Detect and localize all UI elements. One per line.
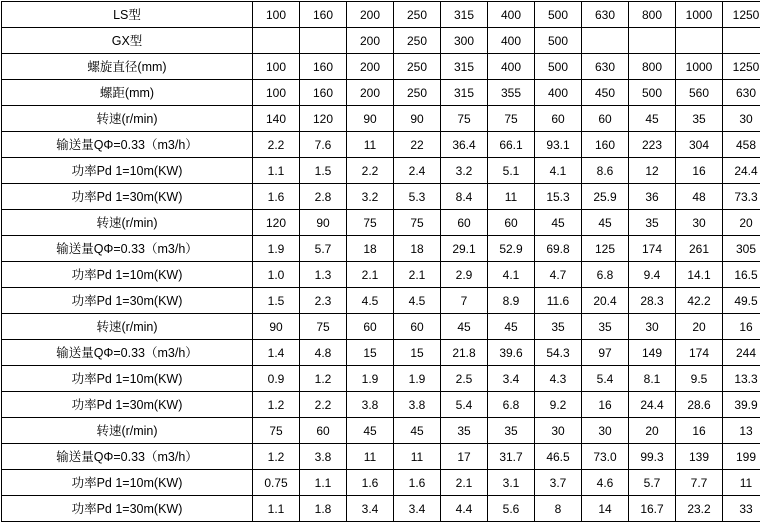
value-cell: 1000: [676, 54, 723, 80]
value-cell: 60: [535, 106, 582, 132]
value-cell: 315: [441, 54, 488, 80]
value-cell: 1.1: [253, 158, 300, 184]
value-cell: 250: [394, 2, 441, 28]
value-cell: 21.8: [441, 340, 488, 366]
value-cell: 1.5: [253, 288, 300, 314]
table-row: [2, 184, 760, 210]
value-cell: 4.4: [441, 496, 488, 522]
value-cell: 7.6: [300, 132, 347, 158]
value-cell: 5.4: [441, 392, 488, 418]
value-cell: 39.6: [488, 340, 535, 366]
value-cell: 36.4: [441, 132, 488, 158]
value-cell: 29.1: [441, 236, 488, 262]
value-cell: 1.6: [394, 470, 441, 496]
value-cell: 13.3: [723, 366, 760, 392]
row-label-cell: 转速(r/min): [2, 418, 253, 444]
value-cell: 23.2: [676, 496, 723, 522]
value-cell: 1000: [676, 2, 723, 28]
value-cell: 223: [629, 132, 676, 158]
row-label-cell: 功率Pd 1=30m(KW): [2, 288, 253, 314]
value-cell: 90: [347, 106, 394, 132]
value-cell: 30: [582, 418, 629, 444]
value-cell: 60: [441, 210, 488, 236]
value-cell: 149: [629, 340, 676, 366]
value-cell: 35: [582, 314, 629, 340]
value-cell: 1.8: [300, 496, 347, 522]
table-row: [2, 210, 760, 236]
row-label-cell: 转速(r/min): [2, 106, 253, 132]
value-cell: 45: [441, 314, 488, 340]
value-cell: 160: [582, 132, 629, 158]
value-cell: 3.2: [347, 184, 394, 210]
value-cell: 160: [300, 2, 347, 28]
table-row: [2, 418, 760, 444]
row-label-cell: 输送量QΦ=0.33（m3/h）: [2, 340, 253, 366]
value-cell: 3.4: [347, 496, 394, 522]
value-cell: 12: [629, 158, 676, 184]
table-row: [2, 236, 760, 262]
value-cell: 6.8: [488, 392, 535, 418]
value-cell: 199: [723, 444, 760, 470]
value-cell: 1.9: [394, 366, 441, 392]
value-cell: 9.4: [629, 262, 676, 288]
value-cell: 3.8: [347, 392, 394, 418]
value-cell: 174: [676, 340, 723, 366]
value-cell: 16: [582, 392, 629, 418]
value-cell: 1.9: [347, 366, 394, 392]
value-cell: 45: [347, 418, 394, 444]
value-cell: 30: [723, 106, 760, 132]
value-cell: 1.6: [253, 184, 300, 210]
value-cell: [676, 28, 723, 54]
value-cell: 2.1: [347, 262, 394, 288]
value-cell: 500: [535, 28, 582, 54]
value-cell: 18: [394, 236, 441, 262]
value-cell: 4.1: [488, 262, 535, 288]
value-cell: [629, 28, 676, 54]
value-cell: 2.9: [441, 262, 488, 288]
value-cell: 15: [394, 340, 441, 366]
table-row: [2, 392, 760, 418]
value-cell: 52.9: [488, 236, 535, 262]
value-cell: 5.7: [629, 470, 676, 496]
value-cell: 73.3: [723, 184, 760, 210]
table-row: [2, 314, 760, 340]
value-cell: 250: [394, 54, 441, 80]
value-cell: 3.4: [394, 496, 441, 522]
value-cell: 7.7: [676, 470, 723, 496]
value-cell: 4.5: [347, 288, 394, 314]
value-cell: 8.1: [629, 366, 676, 392]
value-cell: 4.5: [394, 288, 441, 314]
value-cell: 69.8: [535, 236, 582, 262]
value-cell: 139: [676, 444, 723, 470]
value-cell: 1.2: [253, 444, 300, 470]
value-cell: 450: [582, 80, 629, 106]
value-cell: 48: [676, 184, 723, 210]
value-cell: 90: [300, 210, 347, 236]
value-cell: 60: [394, 314, 441, 340]
row-label-cell: 功率Pd 1=10m(KW): [2, 470, 253, 496]
value-cell: 3.1: [488, 470, 535, 496]
value-cell: 1.4: [253, 340, 300, 366]
value-cell: 2.1: [394, 262, 441, 288]
value-cell: 304: [676, 132, 723, 158]
value-cell: 9.2: [535, 392, 582, 418]
value-cell: 16.7: [629, 496, 676, 522]
row-label-cell: 功率Pd 1=30m(KW): [2, 392, 253, 418]
value-cell: 400: [535, 80, 582, 106]
table-row: [2, 444, 760, 470]
value-cell: 4.7: [535, 262, 582, 288]
table-row: [2, 262, 760, 288]
value-cell: 400: [488, 54, 535, 80]
value-cell: 5.1: [488, 158, 535, 184]
value-cell: 8.4: [441, 184, 488, 210]
value-cell: 1.9: [253, 236, 300, 262]
table-row: [2, 158, 760, 184]
value-cell: 9.5: [676, 366, 723, 392]
value-cell: 4.8: [300, 340, 347, 366]
value-cell: 35: [488, 418, 535, 444]
value-cell: 90: [253, 314, 300, 340]
value-cell: 66.1: [488, 132, 535, 158]
value-cell: 75: [441, 106, 488, 132]
table-row: [2, 496, 760, 522]
value-cell: 1.1: [300, 470, 347, 496]
value-cell: 500: [535, 2, 582, 28]
value-cell: 120: [300, 106, 347, 132]
value-cell: 6.8: [582, 262, 629, 288]
value-cell: 75: [300, 314, 347, 340]
value-cell: 30: [676, 210, 723, 236]
table-row: [2, 2, 760, 28]
value-cell: 24.4: [629, 392, 676, 418]
table-row: [2, 288, 760, 314]
value-cell: 1250: [723, 54, 760, 80]
value-cell: 0.9: [253, 366, 300, 392]
value-cell: 200: [347, 80, 394, 106]
value-cell: 35: [629, 210, 676, 236]
row-label-cell: 功率Pd 1=10m(KW): [2, 158, 253, 184]
value-cell: 73.0: [582, 444, 629, 470]
value-cell: 1.6: [347, 470, 394, 496]
table-row: [2, 28, 760, 54]
value-cell: 1.5: [300, 158, 347, 184]
value-cell: 2.3: [300, 288, 347, 314]
value-cell: 315: [441, 80, 488, 106]
value-cell: 400: [488, 28, 535, 54]
value-cell: 13: [723, 418, 760, 444]
value-cell: [582, 28, 629, 54]
value-cell: 20: [676, 314, 723, 340]
row-label-cell: 功率Pd 1=10m(KW): [2, 366, 253, 392]
value-cell: 300: [441, 28, 488, 54]
value-cell: 97: [582, 340, 629, 366]
value-cell: 5.6: [488, 496, 535, 522]
value-cell: 20: [723, 210, 760, 236]
row-label-cell: 螺距(mm): [2, 80, 253, 106]
value-cell: 24.4: [723, 158, 760, 184]
value-cell: 1.2: [300, 366, 347, 392]
row-label-cell: 输送量QΦ=0.33（m3/h）: [2, 444, 253, 470]
value-cell: 200: [347, 2, 394, 28]
row-label-cell: GX型: [2, 28, 253, 54]
value-cell: 4.1: [535, 158, 582, 184]
value-cell: 630: [582, 2, 629, 28]
value-cell: 16.5: [723, 262, 760, 288]
value-cell: 99.3: [629, 444, 676, 470]
value-cell: [253, 28, 300, 54]
value-cell: 2.8: [300, 184, 347, 210]
value-cell: 15: [347, 340, 394, 366]
value-cell: 31.7: [488, 444, 535, 470]
value-cell: 140: [253, 106, 300, 132]
value-cell: 45: [394, 418, 441, 444]
value-cell: 90: [394, 106, 441, 132]
value-cell: 2.2: [253, 132, 300, 158]
value-cell: 1.1: [253, 496, 300, 522]
table-row: [2, 106, 760, 132]
table-row: [2, 470, 760, 496]
value-cell: 30: [535, 418, 582, 444]
table-row: [2, 54, 760, 80]
value-cell: 7: [441, 288, 488, 314]
value-cell: 14.1: [676, 262, 723, 288]
value-cell: 8.6: [582, 158, 629, 184]
value-cell: 45: [535, 210, 582, 236]
row-label-cell: 输送量QΦ=0.33（m3/h）: [2, 236, 253, 262]
value-cell: 630: [582, 54, 629, 80]
value-cell: [723, 28, 760, 54]
value-cell: 39.9: [723, 392, 760, 418]
value-cell: 35: [441, 418, 488, 444]
value-cell: 3.4: [488, 366, 535, 392]
value-cell: 3.2: [441, 158, 488, 184]
value-cell: 200: [347, 54, 394, 80]
value-cell: 800: [629, 2, 676, 28]
value-cell: 60: [347, 314, 394, 340]
value-cell: 1.0: [253, 262, 300, 288]
screw-conveyor-spec-table: [1, 1, 760, 522]
value-cell: 49.5: [723, 288, 760, 314]
value-cell: 14: [582, 496, 629, 522]
table-row: [2, 366, 760, 392]
value-cell: 400: [488, 2, 535, 28]
value-cell: 8: [535, 496, 582, 522]
value-cell: 355: [488, 80, 535, 106]
value-cell: 250: [394, 80, 441, 106]
row-label-cell: LS型: [2, 2, 253, 28]
value-cell: 16: [676, 158, 723, 184]
value-cell: 16: [676, 418, 723, 444]
value-cell: 2.1: [441, 470, 488, 496]
row-label-cell: 转速(r/min): [2, 314, 253, 340]
value-cell: 100: [253, 80, 300, 106]
value-cell: 305: [723, 236, 760, 262]
value-cell: 200: [347, 28, 394, 54]
table-body: [2, 2, 760, 522]
value-cell: 500: [535, 54, 582, 80]
row-label-cell: 输送量QΦ=0.33（m3/h）: [2, 132, 253, 158]
value-cell: 11: [347, 132, 394, 158]
value-cell: 22: [394, 132, 441, 158]
value-cell: 8.9: [488, 288, 535, 314]
value-cell: 3.8: [394, 392, 441, 418]
value-cell: 75: [488, 106, 535, 132]
value-cell: 17: [441, 444, 488, 470]
value-cell: 5.7: [300, 236, 347, 262]
value-cell: 11: [723, 470, 760, 496]
value-cell: 93.1: [535, 132, 582, 158]
value-cell: 75: [253, 418, 300, 444]
value-cell: 5.4: [582, 366, 629, 392]
value-cell: 45: [582, 210, 629, 236]
value-cell: 60: [582, 106, 629, 132]
value-cell: 174: [629, 236, 676, 262]
value-cell: 46.5: [535, 444, 582, 470]
value-cell: 2.2: [347, 158, 394, 184]
value-cell: 16: [723, 314, 760, 340]
value-cell: 160: [300, 54, 347, 80]
value-cell: 125: [582, 236, 629, 262]
value-cell: 0.75: [253, 470, 300, 496]
value-cell: 18: [347, 236, 394, 262]
value-cell: 800: [629, 54, 676, 80]
value-cell: 1.3: [300, 262, 347, 288]
row-label-cell: 螺旋直径(mm): [2, 54, 253, 80]
value-cell: 3.7: [535, 470, 582, 496]
value-cell: 60: [488, 210, 535, 236]
value-cell: 1.2: [253, 392, 300, 418]
value-cell: 1250: [723, 2, 760, 28]
value-cell: 35: [676, 106, 723, 132]
value-cell: 33: [723, 496, 760, 522]
row-label-cell: 功率Pd 1=30m(KW): [2, 496, 253, 522]
value-cell: 75: [394, 210, 441, 236]
value-cell: 30: [629, 314, 676, 340]
value-cell: 120: [253, 210, 300, 236]
value-cell: 244: [723, 340, 760, 366]
row-label-cell: 转速(r/min): [2, 210, 253, 236]
value-cell: 2.4: [394, 158, 441, 184]
value-cell: 42.2: [676, 288, 723, 314]
value-cell: 500: [629, 80, 676, 106]
table-row: [2, 80, 760, 106]
value-cell: 28.6: [676, 392, 723, 418]
value-cell: [300, 28, 347, 54]
value-cell: 4.3: [535, 366, 582, 392]
value-cell: 458: [723, 132, 760, 158]
row-label-cell: 功率Pd 1=10m(KW): [2, 262, 253, 288]
value-cell: 11: [488, 184, 535, 210]
table-row: [2, 132, 760, 158]
value-cell: 25.9: [582, 184, 629, 210]
value-cell: 3.8: [300, 444, 347, 470]
value-cell: 630: [723, 80, 760, 106]
value-cell: 250: [394, 28, 441, 54]
value-cell: 36: [629, 184, 676, 210]
table-row: [2, 340, 760, 366]
value-cell: 45: [629, 106, 676, 132]
value-cell: 20: [629, 418, 676, 444]
value-cell: 100: [253, 54, 300, 80]
value-cell: 11: [347, 444, 394, 470]
value-cell: 35: [535, 314, 582, 340]
value-cell: 45: [488, 314, 535, 340]
value-cell: 28.3: [629, 288, 676, 314]
row-label-cell: 功率Pd 1=30m(KW): [2, 184, 253, 210]
value-cell: 261: [676, 236, 723, 262]
value-cell: 315: [441, 2, 488, 28]
value-cell: 4.6: [582, 470, 629, 496]
value-cell: 75: [347, 210, 394, 236]
value-cell: 5.3: [394, 184, 441, 210]
value-cell: 2.2: [300, 392, 347, 418]
value-cell: 560: [676, 80, 723, 106]
value-cell: 160: [300, 80, 347, 106]
value-cell: 11: [394, 444, 441, 470]
value-cell: 15.3: [535, 184, 582, 210]
value-cell: 20.4: [582, 288, 629, 314]
value-cell: 60: [300, 418, 347, 444]
value-cell: 100: [253, 2, 300, 28]
value-cell: 11.6: [535, 288, 582, 314]
value-cell: 54.3: [535, 340, 582, 366]
value-cell: 2.5: [441, 366, 488, 392]
